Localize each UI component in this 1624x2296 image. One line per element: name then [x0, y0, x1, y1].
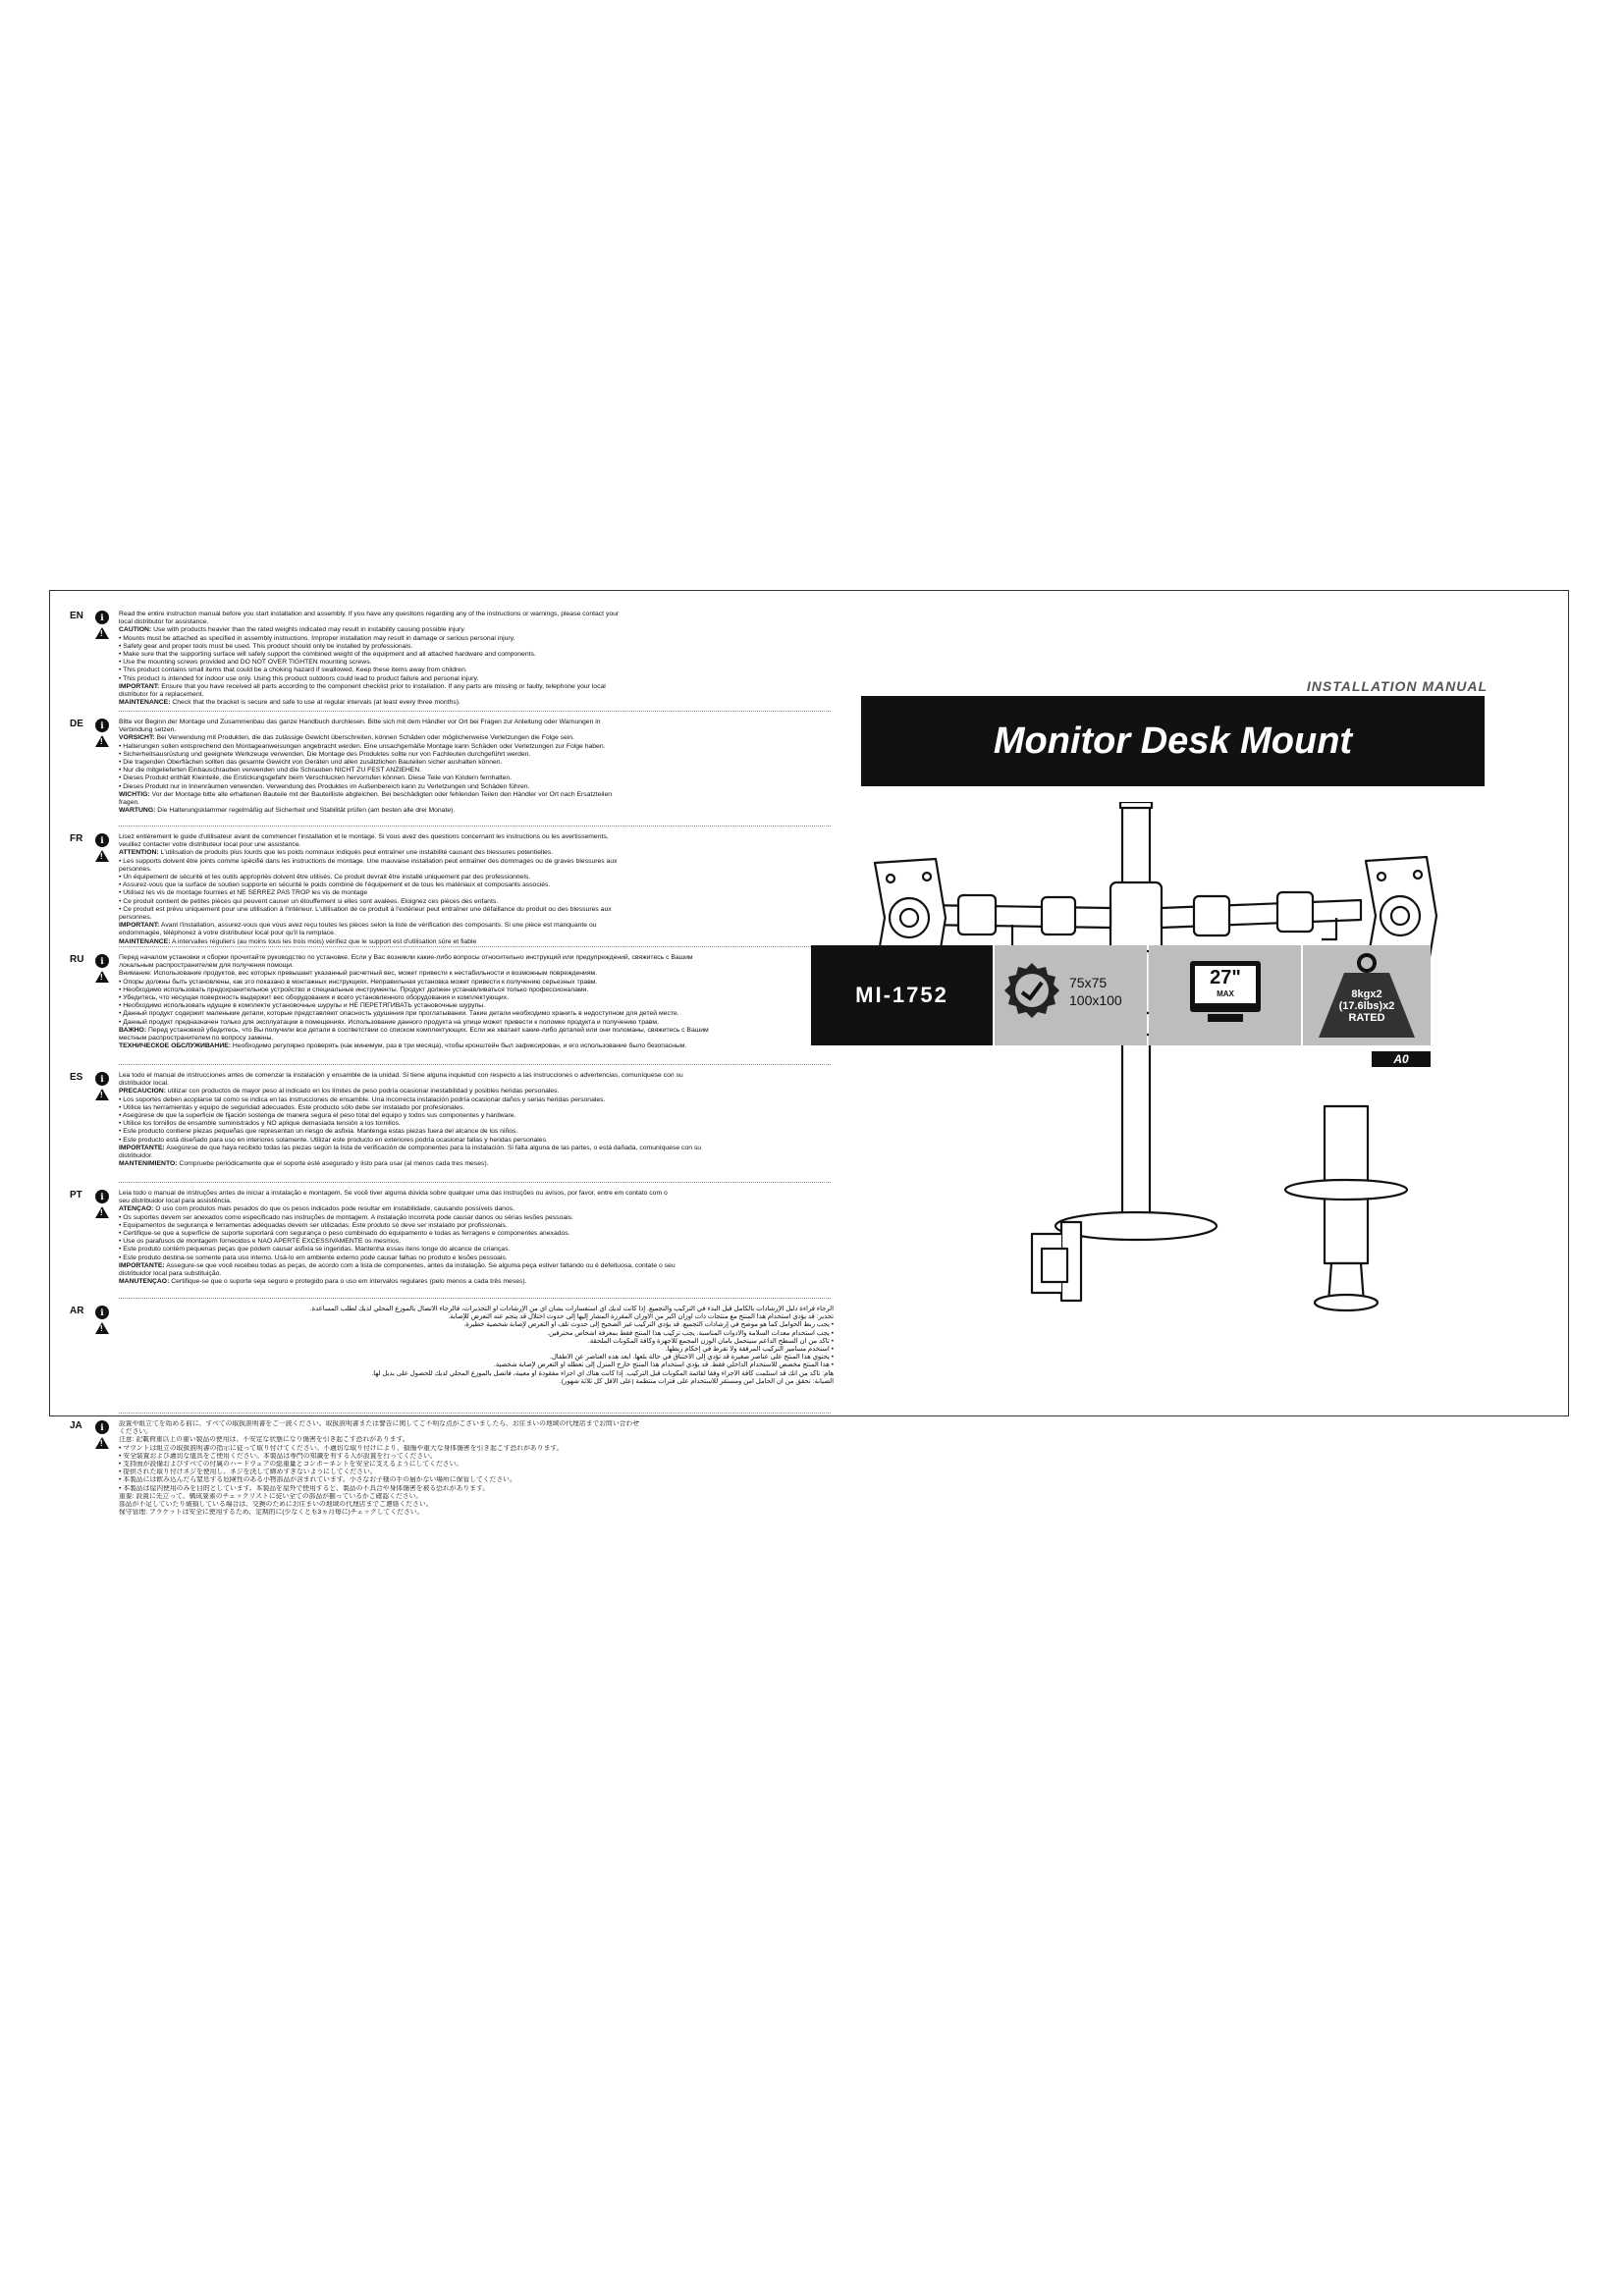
- warning-icon: [95, 1089, 109, 1100]
- instruction-line: • Asegúrese de que la superficie de fijación sostenga de manera segura el peso total del equipo y todos sus componentes y hardware.: [119, 1112, 516, 1120]
- weight-rated: RATED: [1348, 1012, 1385, 1024]
- instruction-line: локальным распространителем для получения помощи.: [119, 962, 294, 970]
- instruction-line: seu distribuidor local para assistência.: [119, 1198, 232, 1205]
- instruction-line: • هذا المنتج مخصص للاستخدام الداخلي فقط. قد يؤدي استخدام هذا المنتج خارج المنزل إلى تعطله أو التعرض لإصابة شخصية.: [493, 1362, 834, 1369]
- section-divider: [119, 946, 831, 947]
- instruction-line: • Un équipement de sécurité et les outils appropriés doivent être utilisés. Ce produit devrait être installé uniquement par des professionnels.: [119, 874, 531, 881]
- instruction-line: MAINTENANCE: A intervalles réguliers (au moins tous les trois mois) vérifiez que le support est d'utilisation sûre et fiable: [119, 937, 477, 945]
- section-divider: [119, 1413, 831, 1414]
- lang-icons: [95, 1420, 113, 1449]
- instruction-text: [119, 1420, 834, 1517]
- instruction-text: [119, 611, 834, 707]
- read-manual-icon: ℹ: [95, 719, 109, 732]
- product-title: Monitor Desk Mount: [861, 696, 1485, 786]
- instruction-line: 保守管理: ブラケットは安全に使用するため、定期的に(少なくとも3ヵ月毎に)チェックしてください。: [119, 1509, 424, 1517]
- lang-code: DE: [70, 719, 83, 729]
- instruction-line: WICHTIG: Vor der Montage bitte alle erhaltenen Bauteile mit der Bauteilliste abgleichen. Bei beschädigten oder fehlenden Teilen den Händler vor Ort nach Ersatzteilen: [119, 790, 613, 798]
- instruction-line: • Os suportes devem ser anexados como especificado nas instruções de montagem. A instalação incorreta pode causar danos ou sérias lesões pessoais.: [119, 1213, 573, 1221]
- instruction-line: Lea todo el manual de instrucciones antes de comenzar la instalación y ensamble de la unidad. Si tiene alguna inquietud con respecto a las instrucciones o advertencias, comuníquese con su: [119, 1072, 683, 1079]
- warning-icon: [95, 735, 109, 747]
- lang-icons: [95, 954, 113, 983]
- vesa-spec: [995, 945, 1147, 1045]
- instruction-line: MANTENIMIENTO: Compruebe periódicamente que el soporte esté asegurado y listo para usar (al menos cada tres meses).: [119, 1160, 489, 1168]
- instruction-line: ATENÇÃO: O uso com produtos mais pesados do que os pesos indicados pode resultar em instabilidade, causando possíveis danos.: [119, 1205, 515, 1213]
- section-divider: [119, 1182, 831, 1183]
- instruction-line: • تأكد من أن السطح الداعم سيتحمل بأمان الوزن المجمع للأجهزة وكافة المكونات الملحقة.: [587, 1337, 834, 1345]
- weight-kg: 8kgx2: [1351, 988, 1382, 1000]
- vesa-75: 75x75: [1069, 975, 1108, 990]
- instruction-line: IMPORTANTE: Asegúrese de que haya recibido todas las piezas según la lista de verificación de componentes para la instalación. Si falta alguna de las partes, o está dañada, comuníquese con su: [119, 1144, 702, 1151]
- instruction-line: • استخدم مسامير التركيب المرفقة ولا تفرط في إحكام ربطها.: [665, 1346, 834, 1354]
- instruction-line: IMPORTANT: Ensure that you have received all parts according to the component checklist prior to installation. If any parts are missing or faulty, telephone your local: [119, 682, 606, 690]
- warning-icon: [95, 1437, 109, 1449]
- read-manual-icon: ℹ: [95, 1072, 109, 1086]
- instruction-line: PRECAUCIÓN: utilizar con productos de mayor peso al indicado en los límites de peso podría ocasionar inestabilidad y posibles heridas personales.: [119, 1088, 560, 1095]
- section-divider: [119, 1298, 831, 1299]
- instruction-line: Внимание: Использование продуктов, вес которых превышает указанный расчетный вес, может привести к нестабильности и возможным повреждениям.: [119, 970, 598, 978]
- instruction-line: IMPORTANTE: Assegure-se que você recebeu todas as peças, de acordo com a lista de componentes, antes da instalação. Se alguma peça estiver faltando ou é defeituosa, contate o seu: [119, 1261, 676, 1269]
- instruction-line: • Dieses Produkt enthält Kleinteile, die Erstickungsgefahr beim Verschlucken hervorrufen können. Diese Teile von Kindern fernhalten.: [119, 774, 513, 782]
- instruction-line: • Ce produit est prévu uniquement pour une utilisation à l'intérieur. L'utilisation de ce produit à l'extérieur peut entraîner une défaillance du produit ou des blessures aux: [119, 905, 612, 913]
- warning-icon: [95, 627, 109, 639]
- instruction-line: • Este produto destina-se somente para uso interno. Usá-lo em ambiente externo pode causar falhas no produto e lesões pessoais.: [119, 1254, 508, 1261]
- instruction-line: • Данный продукт предназначен только для эксплуатации в помещениях. Использование данного продукта на улице может привести к поломке продукта и получению травм.: [119, 1018, 659, 1026]
- instruction-line: هام: تأكد من أنك قد استلمت كافة الأجزاء وفقاً لقائمة المكونات قبل التركيب. إذا كانت هناك أي أجزاء مفقودة أو معيبة، فاتصل بالموزع المحلي لديك للحصول على بديل لها.: [371, 1369, 834, 1377]
- screen-size: 27": [1210, 967, 1241, 988]
- instruction-line: • This product contains small items that could be a choking hazard if swallowed. Keep these items away from children.: [119, 667, 467, 674]
- read-manual-icon: ℹ: [95, 611, 109, 624]
- instruction-line: • Данный продукт содержит маленькие детали, которые представляют опасность удушения при проглатывании. Такие детали необходимо хранить в недоступном для детей месте.: [119, 1010, 679, 1018]
- instruction-line: • Certifique-se que a superfície de suporte suportará com segurança o peso combinado do equipamento e todas as ferragens e componentes anexados.: [119, 1230, 570, 1238]
- instruction-line: distribuidor local.: [119, 1080, 169, 1088]
- instruction-line: ください。: [119, 1428, 152, 1436]
- vesa-100: 100x100: [1069, 992, 1122, 1008]
- warning-icon: [95, 1322, 109, 1334]
- instruction-line: • يجب ربط الحوامل كما هو موضح في إرشادات التجميع. قد يؤدي التركيب غير الصحيح إلى حدوث تلف أو التعرض لإصابة شخصية خطيرة.: [463, 1321, 834, 1329]
- instruction-line: • Use the mounting screws provided and DO NOT OVER TIGHTEN mounting screws.: [119, 659, 372, 667]
- lang-code: AR: [70, 1306, 84, 1316]
- manual-sheet: [49, 590, 1569, 1517]
- instruction-line: fragen.: [119, 799, 140, 807]
- instruction-line: • Utilisez les vis de montage fournies et NE SERREZ PAS TROP les vis de montage: [119, 889, 368, 897]
- instruction-line: 重要: 設置に先立って、構成要素のチェックリストに従い全ての部品が揃っているかご確認ください。: [119, 1492, 423, 1500]
- weight-spec: [1303, 945, 1431, 1045]
- section-divider: [119, 826, 831, 827]
- screen-max: MAX: [1217, 989, 1234, 998]
- lang-code: PT: [70, 1190, 82, 1201]
- instruction-line: • Este produto contém pequenas peças que podem causar asfixia se ingeridas. Mantenha essas itens longe do alcance de crianças.: [119, 1246, 511, 1254]
- instruction-line: • Dieses Produkt nur in Innenräumen verwenden. Verwendung des Produktes im Außenbereich kann zu Verletzungen und Schäden führen.: [119, 782, 530, 790]
- instruction-line: veuillez contacter votre distributeur local pour une assistance.: [119, 841, 301, 849]
- instruction-line: • 本製品には飲み込んだら窒息する危険性のある小物部品が含まれています。小さなお子様の手の届かない場所に保管してください。: [119, 1476, 516, 1484]
- instruction-line: Перед началом установки и сборки прочитайте руководство по установке. Если у Вас возникли какие-либо вопросы относительно инструкций или предупреждений, свяжитесь с Вашим: [119, 954, 693, 961]
- instruction-line: تحذير: قد يؤدي استخدام هذا المنتج مع منتجات ذات أوزان أكبر من الأوزان المقررة المشار إليها إلى حدوث اختلال قد ينجم عنه التعرض للإصابة.: [448, 1313, 834, 1321]
- lang-icons: [95, 833, 113, 862]
- instruction-line: • Los soportes deben acoplarse tal como se indica en las instrucciones de ensamble. Una incorrecta instalación podría ocasionar daños y serias heridas personales.: [119, 1095, 606, 1103]
- instruction-line: • Utilice las herramientas y equipo de seguridad adecuados. Este producto sólo debe ser instalado por profesionales.: [119, 1103, 465, 1111]
- instruction-line: • يحتوي هذا المنتج على عناصر صغيرة قد تؤدي إلى الاختناق في حالة بلعها. أبعد هذه العناصر عن الأطفال.: [549, 1354, 834, 1362]
- instruction-line: • 提供された取り付けネジを使用し、ネジを決して締めすぎないようにしてください。: [119, 1468, 377, 1476]
- instruction-line: • 安全装置および適切な道具をご使用ください。本製品は専門の知識を有する人が設置を行ってください。: [119, 1452, 437, 1460]
- instruction-line: • Equipamentos de segurança e ferramentas adequadas devem ser utilizadas. Este produto só deve ser instalado por profissionais.: [119, 1221, 508, 1229]
- instruction-line: • Les supports doivent être joints comme spécifié dans les instructions de montage. Une mauvaise installation peut entraîner des dommages ou de graves blessures aux: [119, 857, 618, 865]
- instruction-line: • Nur die mitgelieferten Einbauschrauben verwenden und die Schrauben NICHT ZU FEST ANZIEHEN.: [119, 767, 422, 774]
- instruction-text: [119, 1072, 834, 1168]
- instruction-line: • マウントは組立の取扱説明書の指示に従って取り付けてください。不適切な取り付けにより、損傷や重大な身体傷害を引き起こす恐れがあります。: [119, 1444, 564, 1452]
- instruction-line: Lisez entièrement le guide d'utilisateur avant de commencer l'installation et le montage. Si vous avez des questions concernant les instructions ou les avertissements,: [119, 833, 609, 840]
- section-divider: [119, 711, 831, 712]
- instruction-line: • Utilice los tornillos de ensamble suministrados y NO aplique demasiada tensión a los tornillos.: [119, 1120, 401, 1128]
- instruction-line: ВАЖНО: Перед установкой убедитесь, что Вы получили все детали в соответствии со списком комплектующих. Если же хватает какие-либо деталей или они поломаны, свяжитесь с Вашим: [119, 1026, 709, 1034]
- instruction-line: 設置や組立てを始める前に、すべての取扱説明書をご一読ください。取扱説明書または警告に関してご不明な点がございましたら、お住まいの地域の代理店までお問い合わせ: [119, 1420, 640, 1427]
- instruction-line: • This product is intended for indoor use only. Using this product outdoors could lead to product failure and personal injury.: [119, 674, 479, 682]
- vesa-icon: [1002, 961, 1061, 1020]
- instruction-line: Read the entire instruction manual before you start installation and assembly. If you have any questions regarding any of the instructions or warnings, please contact your: [119, 611, 620, 617]
- instruction-line: • Die tragenden Oberflächen sollten das gesamte Gewicht von Geräten und allen zusätzlichen Bauteilen sicher aushalten können.: [119, 759, 503, 767]
- instruction-line: • Este producto está diseñado para uso en interiores solamente. Utilizar este producto en exteriores podría ocasionar fallas y heridas personales.: [119, 1136, 548, 1144]
- instruction-line: • Use os parafusos de montagem fornecidos e NÃO APERTE EXCESSIVAMENTE os mesmos.: [119, 1238, 401, 1246]
- warning-icon: [95, 850, 109, 862]
- lang-code: RU: [70, 954, 84, 965]
- instruction-line: MANUTENÇÃO: Certifique-se que o suporte seja seguro e protegido para o uso em intervalos regulares (pelo menos a cada três meses).: [119, 1278, 527, 1286]
- weight-lbs: (17.6lbs)x2: [1338, 1000, 1395, 1012]
- lang-icons: [95, 719, 113, 747]
- instruction-line: ТЕХНИЧЕСКОЕ ОБСЛУЖИВАНИЕ: Необходимо регулярно проверять (как минимум, раз в три месяца), чтобы кронштейн был зафиксирован, и его использование было безопасным.: [119, 1042, 687, 1050]
- instruction-line: • Убедитесь, что несущая поверхность выдержит вес оборудования и всего установленного оборудования и комплектующих.: [119, 994, 510, 1002]
- instruction-line: • Ce produit contient de petites pièces qui peuvent causer un étouffement si elles sont avalées. Eloignez ces pièces des enfants.: [119, 897, 499, 905]
- read-manual-icon: ℹ: [95, 1190, 109, 1203]
- instruction-line: • يجب استخدام معدات السلامة والأدوات المناسبة. يجب تركيب هذا المنتج فقط بمعرفة أشخاص محترفين.: [547, 1329, 834, 1337]
- page-code: A0: [1372, 1051, 1431, 1067]
- monitor-icon: [1190, 961, 1261, 1012]
- lang-code: ES: [70, 1072, 83, 1083]
- lang-code: JA: [70, 1420, 82, 1431]
- instruction-line: MAINTENANCE: Check that the bracket is secure and safe to use at regular intervals (at least every three months).: [119, 699, 460, 707]
- instruction-line: • Sicherheitsausrüstung und geeignete Werkzeuge verwenden. Die Montage des Produktes sollte nur von Fachleuten durchgeführt werden.: [119, 750, 531, 758]
- instruction-text: [119, 954, 834, 1050]
- instruction-line: local distributor for assistance.: [119, 618, 209, 626]
- instruction-line: • Safety gear and proper tools must be used. This product should only be installed by professionals.: [119, 642, 413, 650]
- installation-manual-label: INSTALLATION MANUAL: [1306, 678, 1488, 694]
- lang-icons: [95, 1072, 113, 1100]
- section-divider: [119, 1064, 831, 1065]
- instruction-line: Leia todo o manual de instruções antes de iniciar a instalação e montagem. Se você tiver alguma dúvida sobre qualquer uma das instruções ou avisos, por favor, entre em contato com o: [119, 1190, 668, 1197]
- model-number: MI-1752: [811, 945, 993, 1045]
- safety-instructions: [70, 611, 836, 1517]
- lang-icons: [95, 1190, 113, 1218]
- instruction-line: VORSICHT: Bei Verwendung mit Produkten, die das zulässige Gewicht überschreiten, können Schäden oder möglicherweise Verletzungen die Folge sein.: [119, 734, 574, 742]
- instruction-line: الرجاء قراءة دليل الإرشادات بالكامل قبل البدء في التركيب والتجميع. إذا كانت لديك أي استفسارات بشأن أي من الإرشادات أو التحذيرات، فالرجاء الاتصال بالموزع المحلي لديك لطلب المساعدة.: [309, 1306, 834, 1312]
- instruction-line: местным распространителем по вопросу замены.: [119, 1035, 274, 1042]
- lang-icons: [95, 1306, 113, 1334]
- lang-code: FR: [70, 833, 83, 844]
- instruction-line: الصيانة: تحقق من أن الحامل آمن ومستقر للاستخدام على فترات منتظمة (على الأقل كل ثلاثة شهور).: [559, 1377, 834, 1385]
- instruction-line: WARTUNG: Die Halterungsklammer regelmäßig auf Sicherheit und Stabilität prüfen (am besten alle drei Monate).: [119, 807, 456, 815]
- read-manual-icon: ℹ: [95, 954, 109, 968]
- instruction-line: personnes.: [119, 865, 152, 873]
- instruction-line: distributor for a replacement.: [119, 691, 204, 699]
- instruction-line: • Halterungen sollen entsprechend den Montageanweisungen angebracht werden. Eine unsachgemäße Montage kann Schäden oder Verletzungen zur Folge haben.: [119, 742, 606, 750]
- instruction-line: • Mounts must be attached as specified in assembly instructions. Improper installation may result in damage or serious personal injury.: [119, 634, 515, 642]
- instruction-line: 注意: 記載荷重以上の重い製品の使用は、不安定な状態になり傷害を引き起こす恐れがあります。: [119, 1436, 409, 1444]
- instruction-line: • Este producto contiene piezas pequeñas que representan un riesgo de asfixia. Mantenga estas piezas fuera del alcance de los niños.: [119, 1128, 518, 1136]
- instruction-line: • Необходимо использовать предохранительное устройство и специальные инструменты. Продукт должен устанавливаться только профессионалами.: [119, 986, 589, 993]
- lang-code: EN: [70, 611, 83, 621]
- instruction-line: 部品が不足していたり破損している場合は、交換のためにお住まいの地域の代理店までご連絡ください。: [119, 1501, 433, 1509]
- read-manual-icon: ℹ: [95, 1420, 109, 1434]
- warning-icon: [95, 1206, 109, 1218]
- instruction-text: [119, 1306, 834, 1386]
- instruction-text: [119, 1190, 834, 1286]
- instruction-line: IMPORTANT: Avant l'installation, assurez-vous que vous avez reçu toutes les pièces selon la liste de vérification des composants. Si une pièce est manquante ou: [119, 922, 597, 930]
- instruction-text: [119, 833, 834, 946]
- warning-icon: [95, 971, 109, 983]
- lang-icons: [95, 611, 113, 639]
- instruction-line: Bitte vor Beginn der Montage und Zusammenbau das ganze Handbuch durchlesen. Bitte sich mit dem Händler vor Ort bei Fragen zur Anleitung oder Warnungen in: [119, 719, 601, 725]
- instruction-line: distribuidor local para substituição.: [119, 1270, 222, 1278]
- instruction-line: • Необходимо использовать идущие в комплекте установочные шурупы и НЕ ПЕРЕТЯГИВАТЬ установочные шурупы.: [119, 1002, 486, 1010]
- instruction-line: endommagée, téléphonez à votre distributeur local pour qu'il la remplace.: [119, 930, 336, 937]
- instruction-line: • 本製品は屋内使用のみを目的としています。本製品を屋外で使用すると、製品の不具合や身体傷害を被る恐れがあります。: [119, 1484, 490, 1492]
- instruction-line: ATTENTION: L'utilisation de produits plus lourds que les poids nominaux indiqués peut entraîner une instabilité causant des blessures potentielles.: [119, 849, 554, 857]
- instruction-line: personnes.: [119, 914, 152, 922]
- instruction-line: • Assurez-vous que la surface de soutien supporte en sécurité le poids combiné de l'équipement et de tous les matériaux et composants associés.: [119, 881, 551, 889]
- read-manual-icon: ℹ: [95, 833, 109, 847]
- read-manual-icon: ℹ: [95, 1306, 109, 1319]
- instruction-line: distribuidor.: [119, 1152, 153, 1160]
- instruction-text: [119, 719, 834, 815]
- instruction-line: CAUTION: Use with products heavier than the rated weights indicated may result in instability causing possible injury.: [119, 626, 466, 634]
- instruction-line: • 支持面が設備およびすべての付属のハードウェアの総重量とコンポーネントを安全に支えるようにしてください。: [119, 1461, 463, 1468]
- instruction-line: • Make sure that the supporting surface will safely support the combined weight of the equipment and all attached hardware and components.: [119, 651, 536, 659]
- screen-size-spec: [1149, 945, 1301, 1045]
- instruction-line: • Опоры должны быть установлены, как это показано в монтажных инструкциях. Неправильная установка может привести к получению серьезных травм.: [119, 978, 598, 986]
- instruction-line: Verbindung setzen.: [119, 726, 177, 734]
